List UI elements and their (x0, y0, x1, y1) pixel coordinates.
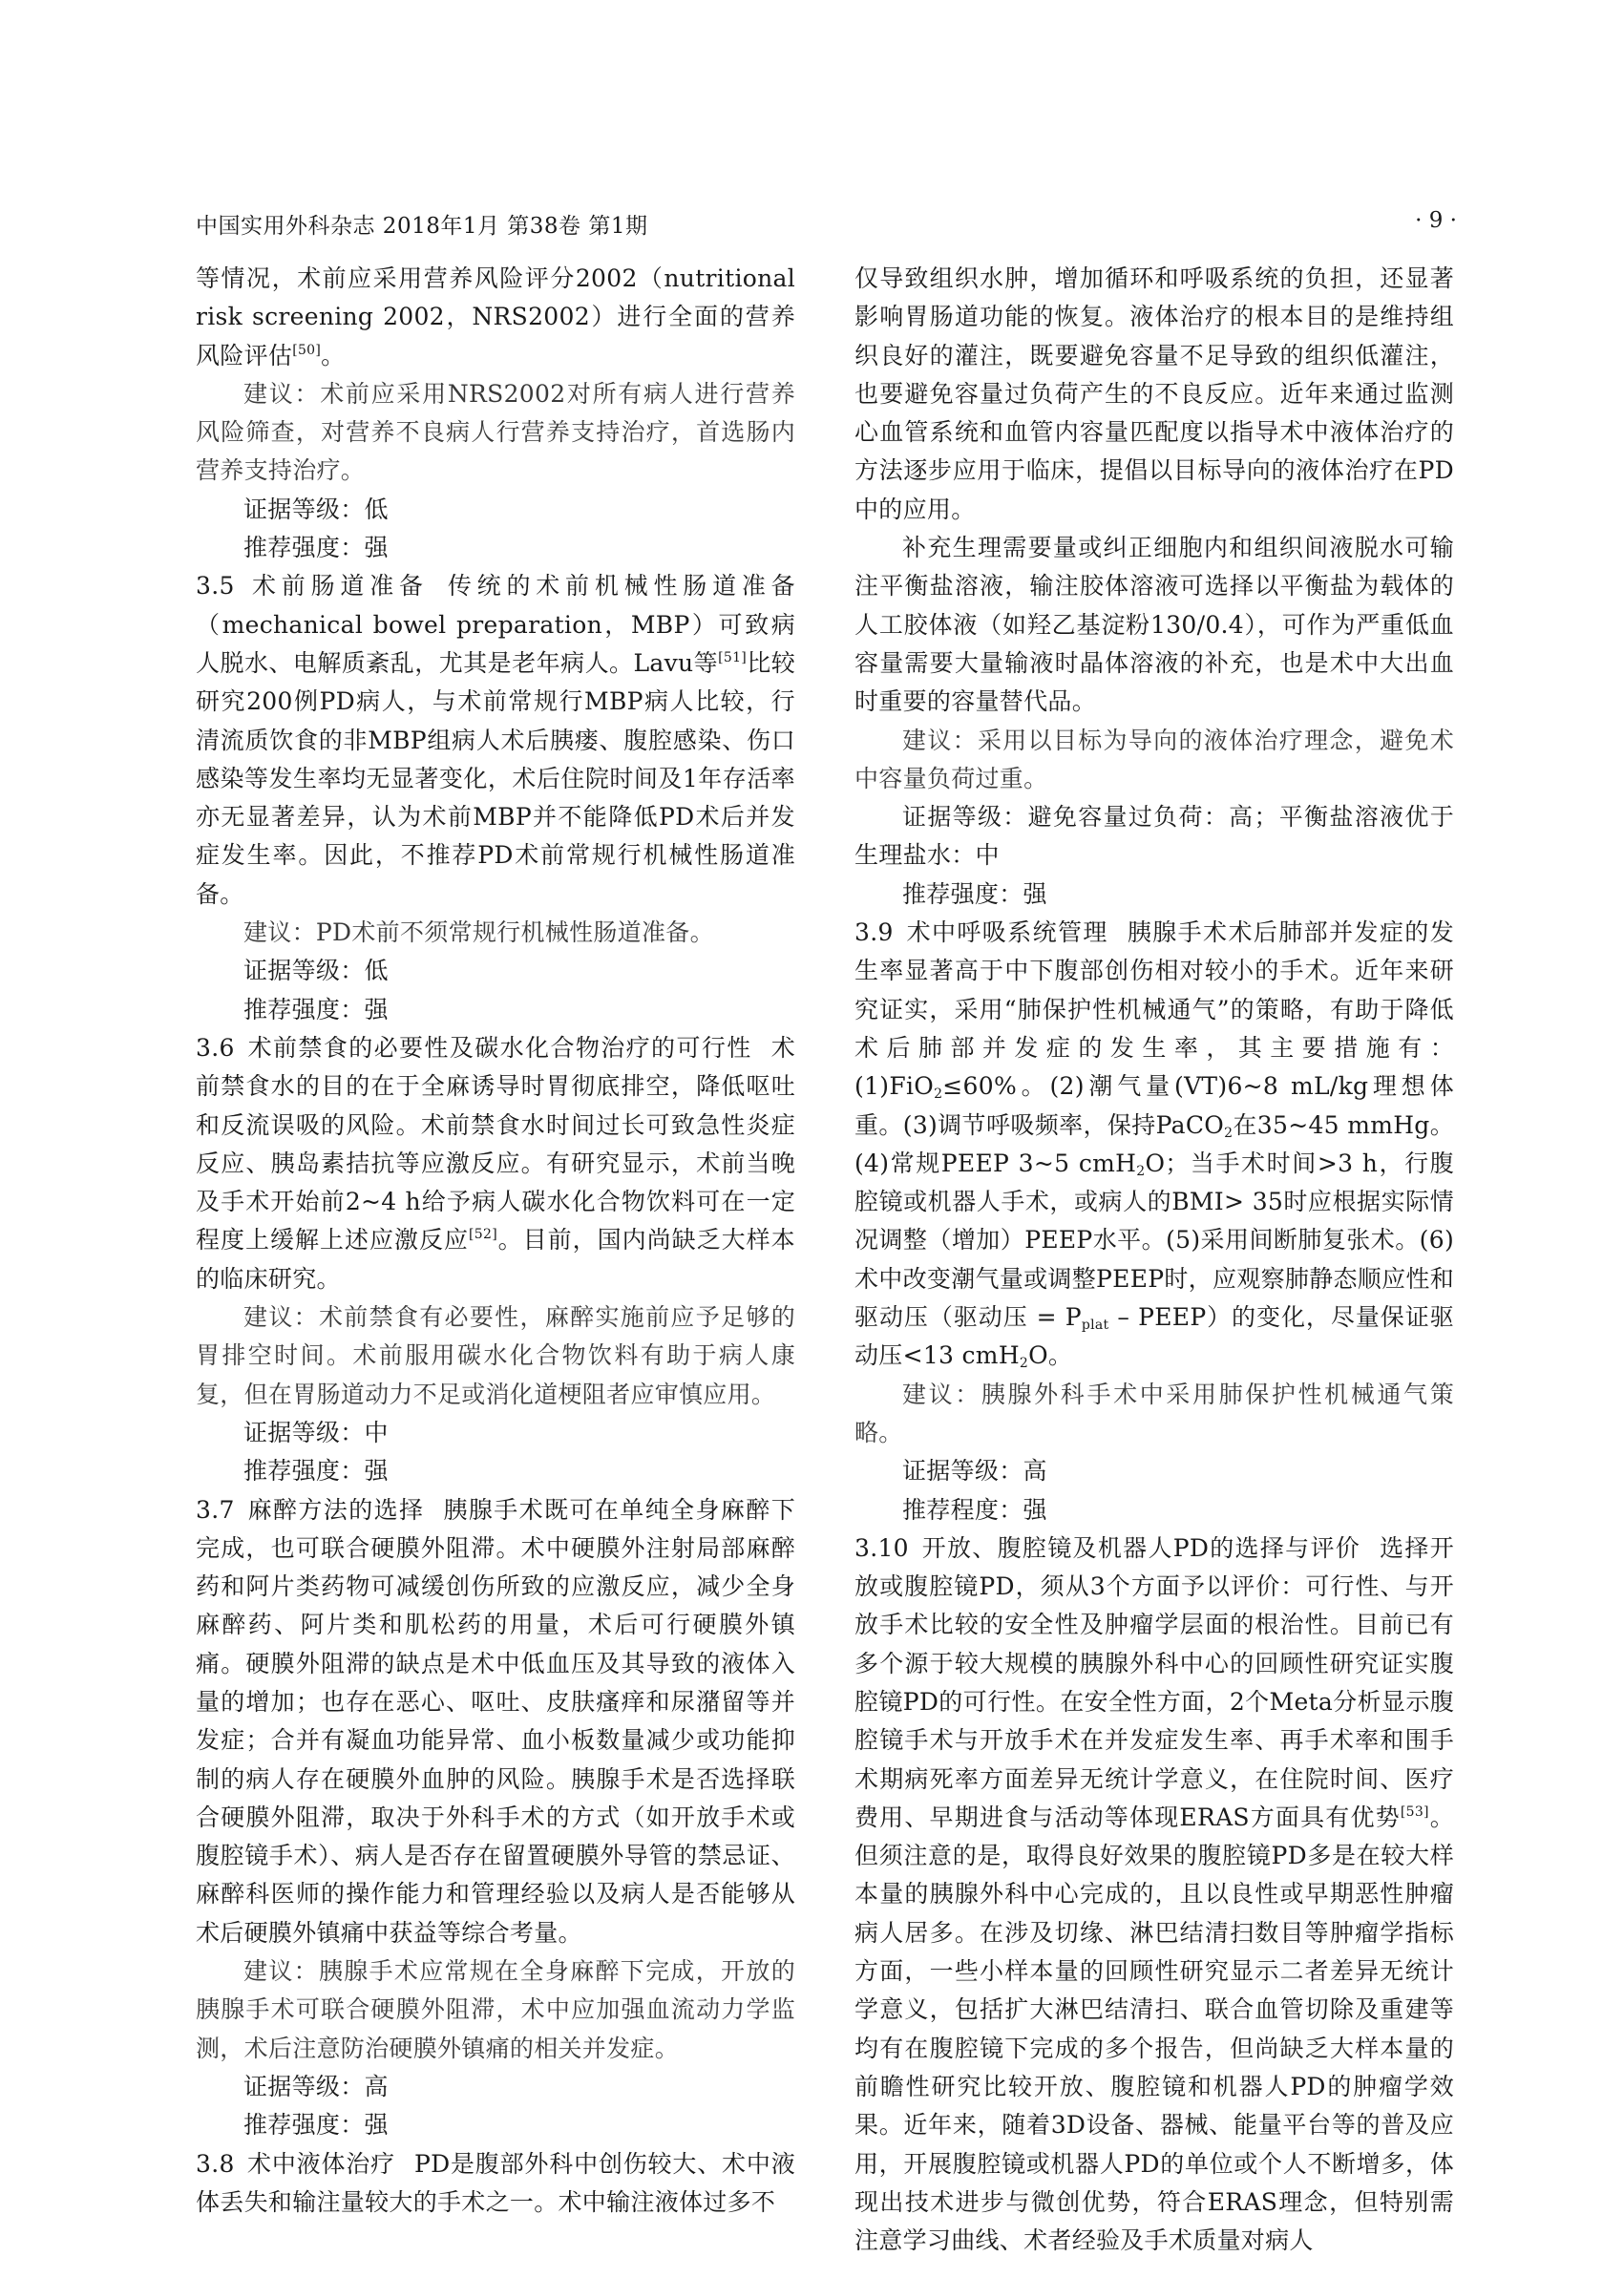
paragraph-text: 术前禁食水的目的在于全麻诱导时胃彻底排空，降低呕吐和反流误吸的风险。术前禁食水时间过长可致急性炎症反应、胰岛素拮抗等应激反应。有研究显示，术前当晚及手术开始前2~4 h给予病人碳水化合物饮料可在一定程度上缓解上述应激反应 (196, 1033, 795, 1255)
recommendation: 建议：采用以目标为导向的液体治疗理念，避免术中容量负荷过重。 (854, 726, 1454, 792)
citation: [52] (469, 1227, 497, 1243)
recommendation-strength: 推荐强度：强 (243, 995, 389, 1023)
paragraph-text: 胰腺手术既可在单纯全身麻醉下完成，也可联合硬膜外阻滞。术中硬膜外注射局部麻醉药和阿片类药物可减缓创伤所致的应激反应，减少全身麻醉药、阿片类和肌松药的用量，术后可行硬膜外镇痛。硬膜外阻滞的缺点是术中低血压及其导致的液体入量的增加；也存在恶心、呕吐、皮肤瘙痒和尿潴留等并发症；合并有凝血功能异常、血小板数量减少或功能抑制的病人存在硬膜外血肿的风险。胰腺手术是否选择联合硬膜外阻滞，取决于外科手术的方式（如开放手术或腹腔镜手术）、病人是否存在留置硬膜外导管的禁忌证、麻醉科医师的操作能力和管理经验以及病人是否能够从术后硬膜外镇痛中获益等综合考量。 (196, 1495, 796, 1947)
evidence-level: 证据等级：低 (243, 957, 389, 985)
section-title: 麻醉方法的选择 (246, 1495, 425, 1524)
section-3-8 (196, 2145, 795, 2223)
section-number: 3.10 (854, 1533, 909, 1562)
evidence-level: 证据等级：高 (243, 2072, 389, 2100)
paragraph-text: 选择开放或腹腔镜PD，须从3个方面予以评价：可行性、与开放手术比较的安全性及肿瘤学层面的根治性。目前已有多个源于较大规模的胰腺外科中心的回顾性研究证实腹腔镜PD的可行性。在安全性方面，2个Meta分析显示腹腔镜手术与开放手术在并发症发生率、再手术率和围手术期病死率方面差异无统计学意义，在住院时间、医疗费用、早期进食与活动等体现ERAS方面具有优势 (854, 1533, 1454, 1831)
paragraph-text: 等情况，术前应采用营养风险评分2002（nutritional risk screening 2002，NRS2002）进行全面的营养风险评估 (196, 264, 795, 369)
left-column (196, 260, 795, 2222)
page-number: · 9 · (1415, 208, 1457, 233)
section-number: 3.9 (854, 918, 894, 947)
paragraph-text: O；当手术时间>3 h，行腹腔镜或机器人手术，或病人的BMI> 35时应根据实际情况调整（增加）PEEP水平。(5)采用间断肺复张术。(6)术中改变潮气量或调整PEEP时，应观察肺静态顺应性和驱动压（驱动压 = P (854, 1149, 1454, 1332)
section-number: 3.6 (196, 1033, 235, 1062)
recommendation: 建议：胰腺外科手术中采用肺保护性机械通气策略。 (854, 1380, 1454, 1446)
paragraph-text: 。目前，国内尚缺乏大样本的临床研究。 (196, 1226, 795, 1293)
evidence-level: 证据等级：高 (902, 1457, 1047, 1486)
recommendation-strength: 推荐强度：强 (243, 2111, 389, 2140)
section-3-7 (196, 1491, 795, 1953)
evidence-level: 证据等级：避免容量过负荷：高；平衡盐溶液优于生理盐水：中 (854, 803, 1454, 870)
paragraph-text: 。但须注意的是，取得良好效果的腹腔镜PD多是在较大样本量的胰腺外科中心完成的，且以良性或早期恶性肿瘤病人居多。在涉及切缘、淋巴结清扫数目等肿瘤学指标方面，一些小样本量的回顾性研究显示二者差异无统计学意义，包括扩大淋巴结清扫、联合血管切除及重建等均有在腹腔镜下完成的多个报告，但尚缺乏大样本量的前瞻性研究比较开放、腹腔镜和机器人PD的肿瘤学效果。近年来，随着3D设备、器械、能量平台等的普及应用，开展腹腔镜或机器人PD的单位或个人不断增多，体现出技术进步与微创优势，符合ERAS理念，但特别需注意学习曲线、术者经验及手术质量对病人 (854, 1803, 1454, 2255)
paragraph-text: PD是腹部外科中创伤较大、术中液体丢失和输注量较大的手术之一。术中输注液体过多不 (196, 2149, 795, 2216)
paragraph (196, 260, 795, 375)
citation: [51] (718, 649, 748, 665)
paragraph-text: 在35~45 mmHg。(4)常规PEEP 3~5 cmH (854, 1110, 1454, 1177)
section-title: 开放、腹腔镜及机器人PD的选择与评价 (920, 1533, 1361, 1562)
paragraph-text: ≤60%。(2)潮气量(VT)6~8 mL/kg理想体重。(3)调节呼吸频率，保持PaCO (854, 1072, 1454, 1139)
subscript: 2 (1019, 1356, 1029, 1372)
recommendation: 建议：胰腺手术应常规在全身麻醉下完成，开放的胰腺手术可联合硬膜外阻滞，术中应加强血流动力学监测，术后注意防治硬膜外镇痛的相关并发症。 (196, 1957, 795, 2062)
subscript: plat (1081, 1318, 1109, 1334)
paragraph: 补充生理需要量或纠正细胞内和组织间液脱水可输注平衡盐溶液，输注胶体溶液可选择以平衡盐为载体的人工胶体液（如羟乙基淀粉130/0.4），可作为严重低血容量需要大量输液时晶体溶液的补充，也是术中大出血时重要的容量替代品。 (854, 534, 1454, 716)
recommendation: 建议：术前应采用NRS2002对所有病人进行营养风险筛查，对营养不良病人行营养支持治疗，首选肠内营养支持治疗。 (196, 379, 795, 485)
section-3-6 (196, 1029, 795, 1298)
recommendation: 建议：PD术前不须常规行机械性肠道准备。 (243, 918, 714, 947)
paragraph-text: – PEEP）的变化，尽量保证驱动压<13 cmH (854, 1303, 1455, 1370)
section-number: 3.5 (196, 572, 235, 601)
section-title: 术前肠道准备 (246, 572, 429, 601)
recommendation-strength: 推荐强度：强 (902, 879, 1047, 908)
section-number: 3.7 (196, 1495, 235, 1524)
section-3-9 (854, 914, 1454, 1376)
citation: [53] (1400, 1803, 1429, 1820)
section-title: 术前禁食的必要性及碳水化合物治疗的可行性 (246, 1033, 752, 1062)
section-number: 3.8 (196, 2149, 235, 2178)
paragraph-text: 比较研究200例PD病人，与术前常规行MBP病人比较，行清流质饮食的非MBP组病人术后胰瘘、腹腔感染、伤口感染等发生率均无显著变化，术后住院时间及1年存活率亦无显著差异，认为术前MBP并不能降低PD术后并发症发生率。因此，不推荐PD术前常规行机械性肠道准备。 (196, 648, 795, 908)
paragraph-text: 传统的术前机械性肠道准备（mechanical bowel preparation，MBP）可致病人脱水、电解质紊乱，尤其是老年病人。Lavu等 (196, 572, 795, 677)
recommendation-strength: 推荐程度：强 (902, 1495, 1047, 1524)
evidence-level: 证据等级：低 (243, 495, 389, 523)
section-3-10 (854, 1529, 1454, 2261)
right-column (854, 260, 1454, 2260)
section-3-5 (196, 567, 795, 914)
paragraph: 仅导致组织水肿，增加循环和呼吸系统的负担，还显著影响胃肠道功能的恢复。液体治疗的根本目的是维持组织良好的灌注，既要避免容量不足导致的组织低灌注，也要避免容量过负荷产生的不良反应。近年来通过监测心血管系统和血管内容量匹配度以指导术中液体治疗的方法逐步应用于临床，提倡以目标导向的液体治疗在PD中的应用。 (854, 264, 1454, 523)
subscript: 2 (1224, 1125, 1234, 1141)
recommendation: 建议：术前禁食有必要性，麻醉实施前应予足够的胃排空时间。术前服用碳水化合物饮料有助于病人康复，但在胃肠道动力不足或消化道梗阻者应审慎应用。 (196, 1303, 795, 1408)
journal-info: 中国实用外科杂志 2018年1月 第38卷 第1期 (196, 214, 648, 239)
recommendation-strength: 推荐强度：强 (243, 534, 389, 562)
paragraph-text: O。 (1028, 1341, 1073, 1370)
evidence-level: 证据等级：中 (243, 1418, 389, 1446)
section-title: 术中液体治疗 (246, 2149, 395, 2178)
paragraph-text: 胰腺手术术后肺部并发症的发生率显著高于中下腹部创伤相对较小的手术。近年来研究证实，采用“肺保护性机械通气”的策略，有助于降低术后肺部并发症的发生率，其主要措施有：(1)FiO (854, 918, 1455, 1101)
recommendation-strength: 推荐强度：强 (243, 1457, 389, 1486)
paragraph-text: 。 (321, 341, 346, 369)
citation: [50] (292, 342, 322, 358)
subscript: 2 (1136, 1163, 1146, 1179)
running-header (196, 208, 1457, 246)
section-title: 术中呼吸系统管理 (905, 918, 1108, 947)
subscript: 2 (934, 1086, 943, 1103)
